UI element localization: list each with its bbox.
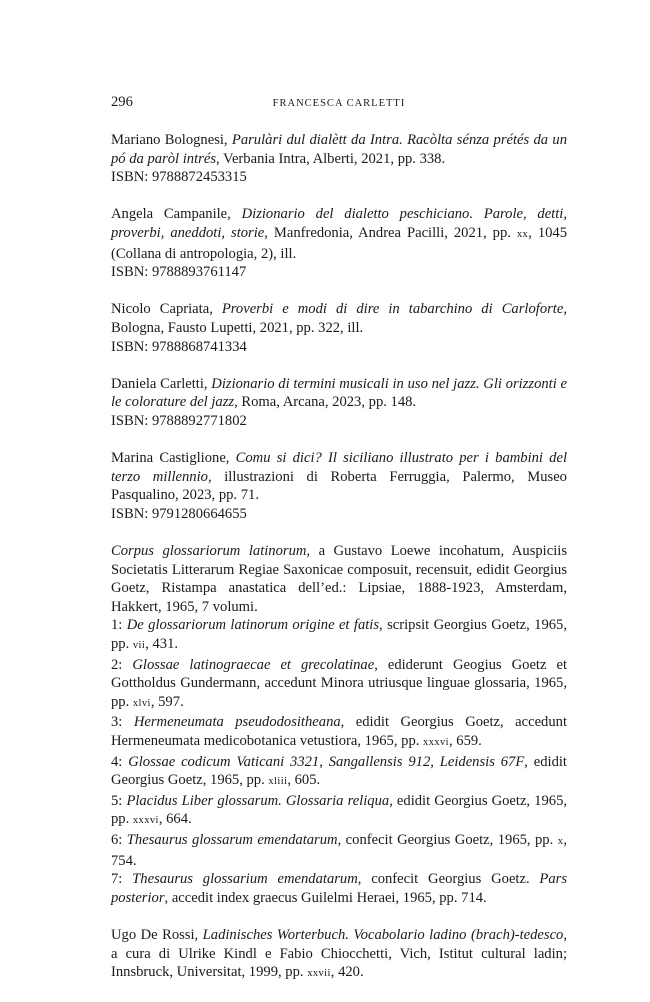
bibliography-entry	[111, 205, 567, 281]
entry-author: Marina Castiglione,	[111, 450, 236, 467]
roman-numeral: x	[557, 835, 564, 847]
volume-title: De glossariorum latinorum origine et fatis	[126, 617, 380, 634]
document-page	[111, 93, 567, 1002]
roman-numeral: xxvii	[307, 968, 331, 980]
volume-details: , edidit Georgius Goetz, 1965, pp.	[111, 792, 568, 828]
entry-publication: , Bologna, Fausto Lupetti, 2021, pp. 322, ill.	[111, 301, 567, 336]
volume-title: Placidus Liber glossarum. Glossaria reliqua	[126, 792, 390, 809]
volume-line	[111, 616, 567, 655]
entry-author: Ugo De Rossi,	[111, 926, 203, 943]
volume-details: , ediderunt Geogius Goetz et Gottholdus Gundermann, accedunt Minora utriusque linguae glossaria, 1965, pp.	[111, 656, 567, 710]
entry-publication-end: , 420.	[330, 964, 364, 981]
volume-number: 4:	[111, 753, 129, 770]
page-header	[111, 93, 567, 113]
volume-pages: , 659.	[448, 733, 482, 749]
page-number: 296	[111, 94, 133, 110]
volume-line	[111, 870, 567, 907]
volume-title: Thesaurus glossarium emendatarum	[132, 871, 358, 888]
volume-details: , edidit Georgius Goetz, accedunt Hermeneumata medicobotanica vetustiora, 1965, pp.	[111, 714, 568, 749]
entry-title: Proverbi e modi di dire in tabarchino di Carloforte	[221, 301, 564, 318]
bibliography-entry	[111, 375, 567, 431]
entry-title: Parulàri dul dialètt da Intra. Racòlta sénza prétés da un pó da paròl intrés	[111, 132, 568, 167]
entry-author: Mariano Bolognesi,	[111, 132, 232, 148]
volume-pages: , 597.	[150, 693, 184, 710]
bibliography-entry	[111, 131, 567, 187]
entry-publication: , Manfredonia, Andrea Pacilli, 2021, pp.	[264, 224, 517, 241]
volume-pages: , 605.	[287, 772, 321, 789]
entry-publication: , illustrazioni di Roberta Ferruggia, Palermo, Museo Pasqualino, 2023, pp. 71.	[111, 468, 567, 504]
volume-pages: , 431.	[145, 636, 179, 653]
volume-line	[111, 831, 567, 870]
entry-publication: , Roma, Arcana, 2023, pp. 148.	[234, 394, 417, 411]
entry-author: Angela Campanile,	[111, 206, 242, 223]
entry-author: Nicolo Capriata,	[111, 301, 222, 318]
entry-isbn: ISBN: 9791280664655	[111, 505, 247, 522]
volume-pages: , accedit index graecus Guilelmi Heraei, 1965, pp. 714.	[164, 889, 487, 906]
entry-title: Ladinisches Worterbuch. Vocabolario ladino (brach)-tedesco	[202, 926, 564, 943]
corpus-entry	[111, 542, 567, 907]
entry-author: Daniela Carletti,	[111, 375, 212, 392]
bibliography-entry	[111, 300, 567, 356]
volume-number: 3:	[111, 714, 134, 731]
entry-isbn: ISBN: 9788892771802	[111, 412, 247, 429]
volume-title: Thesaurus glossarum emendatarum	[126, 831, 338, 848]
roman-numeral: xlvi	[132, 697, 151, 709]
volume-line	[111, 792, 567, 831]
entry-publication: , Verbania Intra, Alberti, 2021, pp. 338.	[216, 150, 446, 167]
volume-details: , confecit Georgius Goetz, 1965, pp.	[337, 831, 558, 848]
entry-isbn: ISBN: 9788868741334	[111, 338, 247, 355]
entry-title: Dizionario di termini musicali in uso nel jazz. Gli orizzonti e le colorature del jazz	[111, 375, 567, 411]
roman-numeral: xxxvi	[132, 815, 159, 827]
volume-number: 1:	[111, 617, 127, 634]
volume-title: Glossae codicum Vaticani 3321, Sangallensis 912, Leidensis 67F	[128, 753, 525, 770]
entry-publication: , a cura di Ulrike Kindl e Fabio Chiocchetti, Vich, Istitut cultural ladin; Innsbruck, Universitat, 1999, pp.	[111, 926, 567, 981]
volume-line	[111, 713, 567, 752]
volume-pages: , 664.	[158, 811, 192, 828]
bibliography-entry	[111, 449, 567, 523]
entry-title: Comu si dici? Il siciliano illustrato per i bambini del terzo millennio	[111, 450, 567, 485]
corpus-title: Corpus glossariorum latinorum	[111, 543, 307, 560]
volume-details: , confecit Georgius Goetz.	[357, 871, 540, 888]
entry-isbn: ISBN: 9788872453315	[111, 169, 247, 186]
volume-number: 2:	[111, 656, 133, 673]
volume-line	[111, 753, 567, 792]
roman-numeral: xxxvi	[423, 737, 449, 748]
corpus-description: , a Gustavo Loewe incohatum, Auspiciis Societatis Litterarum Regiae Saxonicae composuit, recensuit, edidit Georgius Goetz, Ristampa anastatica dell’ed.: Lipsiae, 1888-1923, Amsterdam, Hakkert, 1965, 7 volumi.	[111, 543, 568, 615]
volume-number: 6:	[111, 831, 127, 848]
roman-numeral: xx	[516, 228, 529, 240]
entry-isbn: ISBN: 9788893761147	[111, 264, 247, 281]
volume-title: Glossae latinograecae et grecolatinae	[132, 656, 375, 673]
volume-subtitle: Pars posterior	[111, 871, 567, 906]
running-head: FRANCESCA CARLETTI	[272, 98, 406, 109]
roman-numeral: xliii	[268, 776, 288, 788]
volume-number: 7:	[111, 871, 133, 888]
entry-title: Dizionario del dialetto peschiciano. Parole, detti, proverbi, aneddoti, storie	[111, 206, 567, 241]
roman-numeral: vii	[132, 640, 146, 652]
volume-number: 5:	[111, 792, 127, 809]
volume-details: , scripsit Georgius Goetz, 1965, pp.	[111, 617, 568, 653]
volume-pages: , 754.	[111, 831, 568, 869]
volume-title: Hermeneumata pseudodositheana	[133, 714, 341, 731]
volume-line	[111, 656, 567, 714]
entry-publication-end: , 1045 (Collana di antropologia, 2), ill.	[111, 224, 568, 262]
bibliography-entry	[111, 926, 567, 984]
volume-details: , edidit Georgius Goetz, 1965, pp.	[111, 753, 567, 789]
